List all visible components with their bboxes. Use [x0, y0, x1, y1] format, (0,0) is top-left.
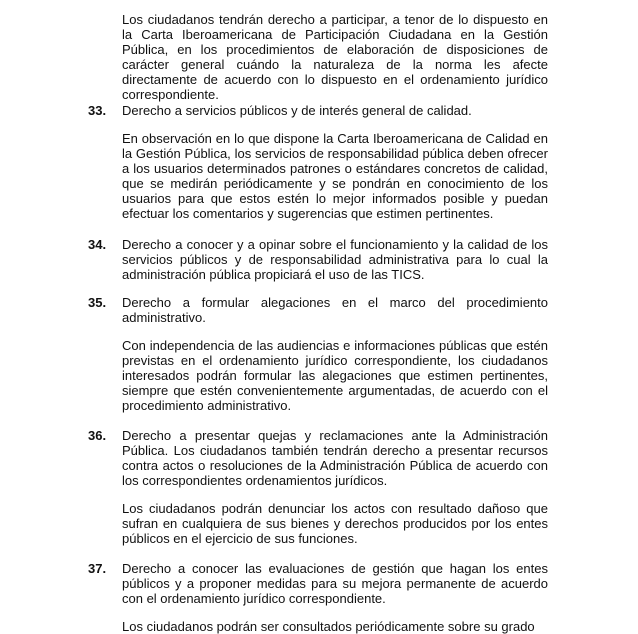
item-heading-35: Derecho a formular alegaciones en el marco del procedimiento administrativo.: [122, 295, 548, 325]
item-body-35: Con independencia de las audiencias e informaciones públicas que estén previstas en el ordenamiento jurídico correspondiente, los ciudadanos interesados podrán formular las alegaciones que estimen pertinentes, siempre que estén convenientemente argumentadas, de acuerdo con el procedimiento administrativo.: [122, 338, 548, 413]
item-heading-34: Derecho a conocer y a opinar sobre el funcionamiento y la calidad de los servicios públicos y de responsabilidad administrativa para lo cual la administración pública propiciará el uso de las TICS.: [122, 237, 548, 282]
paragraph-participation: Los ciudadanos tendrán derecho a participar, a tenor de lo dispuesto en la Carta Iberoamericana de Participación Ciudadana en la Gestión Pública, en los procedimientos de elaboración de disposiciones de carácter general cuándo la naturaleza de la norma les afecte directamente de acuerdo con lo dispuesto en el ordenamiento jurídico correspondiente.: [122, 12, 548, 102]
item-heading-37: Derecho a conocer las evaluaciones de gestión que hagan los entes públicos y a proponer medidas para su mejora permanente de acuerdo con el ordenamiento jurídico correspondiente.: [122, 561, 548, 606]
item-heading-36: Derecho a presentar quejas y reclamaciones ante la Administración Pública. Los ciudadanos también tendrán derecho a presentar recursos contra actos o resoluciones de la Administración Pública de acuerdo con los correspondientes ordenamientos jurídicos.: [122, 428, 548, 488]
item-number-35: 35.: [88, 295, 107, 310]
item-number-34: 34.: [88, 237, 107, 252]
item-body-36: Los ciudadanos podrán denunciar los actos con resultado dañoso que sufran en cualquiera de sus bienes y derechos producidos por los entes públicos en el ejercicio de sus funciones.: [122, 501, 548, 546]
item-number-33: 33.: [88, 103, 107, 118]
item-body-37: Los ciudadanos podrán ser consultados periódicamente sobre su grado: [122, 619, 535, 634]
item-body-33: En observación en lo que dispone la Carta Iberoamericana de Calidad en la Gestión Pública, los servicios de responsabilidad pública deben ofrecer a los usuarios determinados patrones o estándares concretos de calidad, que se medirán periódicamente y se pondrán en conocimiento de los usuarios para que estos estén lo mejor informados posible y puedan efectuar los comentarios y sugerencias que estimen pertinentes.: [122, 131, 548, 221]
item-number-36: 36.: [88, 428, 107, 443]
item-heading-33: Derecho a servicios públicos y de interés general de calidad.: [122, 103, 472, 118]
item-number-37: 37.: [88, 561, 107, 576]
